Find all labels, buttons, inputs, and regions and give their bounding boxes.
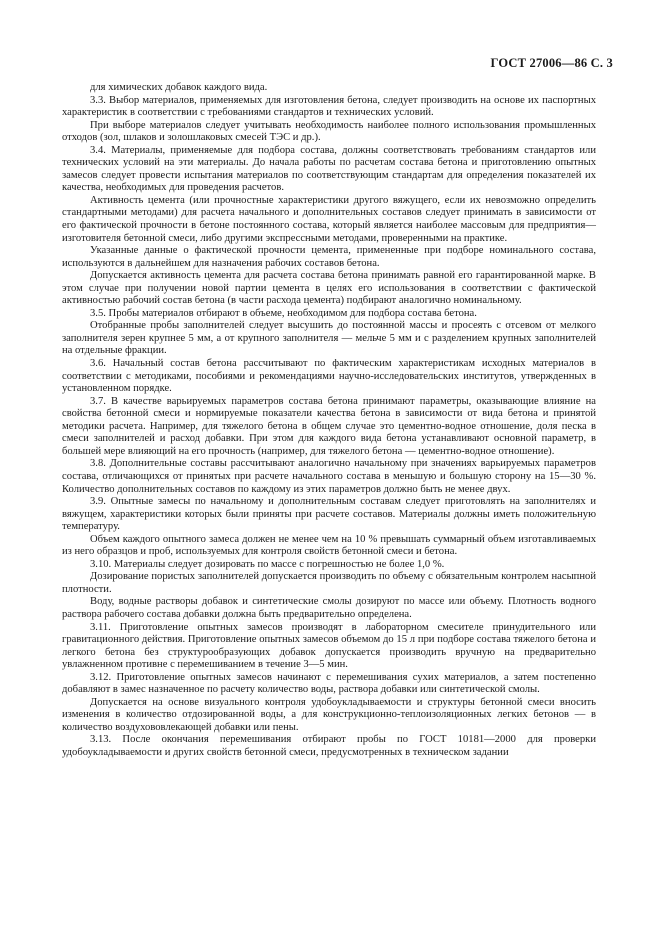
paragraph: для химических добавок каждого вида.: [90, 82, 268, 93]
paragraph: 3.7. В качестве варьируемых параметров состава бетона принимают параметры, оказывающие влияние на свойства бетонной смеси и нормируемые показатели качества бетона в зависимости от вида бетона и принятой методики расчета. Например, для тяжелого бетона в общем случае это цементно-водное отношение, доля песка в смеси заполнителей и расход добавки. При этом для каждого вида бетона устанавливают основной параметр, в большей мере влияющий на его прочность (например, для тяжелого бетона — цементно-водное отношение).: [62, 395, 596, 457]
paragraph: 3.5. Пробы материалов отбирают в объеме, необходимом для подбора состава бетона.: [90, 307, 477, 319]
body-text: [62, 82, 596, 760]
page-header: ГОСТ 27006—86 С. 3: [490, 56, 613, 70]
paragraph: 3.8. Дополнительные составы рассчитывают аналогично начальному при значениях варьируемых параметров состава, отличающихся от принятых при расчете начального состава в меньшую и большую сторону на 15—30 %. Количество дополнительных составов по каждому из этих параметров должно быть не менее двух.: [62, 458, 596, 495]
paragraph: Воду, водные растворы добавок и синтетические смолы дозируют по массе или объему. Плотность водного раствора рабочего состава добавки должна быть предварительно определена.: [62, 596, 596, 620]
paragraph: 3.4. Материалы, применяемые для подбора состава, должны соответствовать требованиям стандартов или технических условий на эти материалы. До начала работы по расчетам состава бетона и приготовлению опытных замесов следует провести испытания материалов по соответствующим стандартам для определения показателей их качества, необходимых для проведения расчетов.: [62, 144, 596, 194]
paragraph: 3.9. Опытные замесы по начальному и дополнительным составам следует приготовлять на заполнителях и вяжущем, характеристики которых были приняты при расчете составов. Материалы должны иметь положительную температуру.: [62, 496, 596, 533]
paragraph: При выборе материалов следует учитывать необходимость наиболее полного использования промышленных отходов (зол, шлаков и золошлаковых смесей ТЭС и др.).: [62, 119, 596, 144]
paragraph: 3.10. Материалы следует дозировать по массе с погрешностью не более 1,0 %.: [90, 558, 445, 570]
paragraph: Допускается активность цемента для расчета состава бетона принимать равной его гарантированной марке. В этом случае при получении новой партии цемента в целях его использования в соответствии с фактической активностью рабочий состав бетона (в части расхода цемента) подбирают аналогично номинальному.: [62, 270, 596, 307]
paragraph: Указанные данные о фактической прочности цемента, примененные при подборе номинального состава, используются в дальнейшем для назначения рабочих составов бетона.: [62, 245, 596, 269]
paragraph: 3.11. Приготовление опытных замесов производят в лабораторном смесителе принудительного или гравитационного действия. Приготовление опытных замесов объемом до 15 л при подборе состава тяжелого бетона и легкого бетона без структурообразующих добавок допускается производить вручную на предварительно увлажненном противне с перемешиванием в течение 3—5 мин.: [62, 621, 596, 671]
paragraph: 3.3. Выбор материалов, применяемых для изготовления бетона, следует производить на основе их паспортных характеристик в соответствии с требованиями стандартов и технических условий.: [62, 94, 596, 119]
paragraph: Объем каждого опытного замеса должен не менее чем на 10 % превышать суммарный объем изготавливаемых из него образцов и проб, используемых для контроля свойств бетонной смеси и бетона.: [62, 533, 596, 558]
paragraph: 3.12. Приготовление опытных замесов начинают с перемешивания сухих материалов, а затем постепенно добавляют в замес назначенное по расчету количество воды, раствора добавки или синтетической смолы.: [62, 671, 596, 696]
paragraph: 3.6. Начальный состав бетона рассчитывают по фактическим характеристикам исходных материалов в соответствии с методиками, пособиями и рекомендациями научно-исследовательских институтов, утвержденных в установленном порядке.: [62, 358, 596, 395]
paragraph: 3.13. После окончания перемешивания отбирают пробы по ГОСТ 10181—2000 для проверки удобоукладываемости и других свойств бетонной смеси, предусмотренных в техническом задании: [62, 734, 596, 758]
paragraph: Активность цемента (или прочностные характеристики другого вяжущего, если их невозможно определить стандартными методами) для расчета начального и дополнительных составов следует принимать в зависимости от его фактической прочности в бетоне постоянного состава, который является наиболее массовым для предприятия—изготовителя бетонной смеси, либо другими экспрессными методами, проверенными на практике.: [62, 194, 596, 244]
paragraph: Дозирование пористых заполнителей допускается производить по объему с обязательным контролем насыпной плотности.: [62, 571, 596, 595]
paragraph: Допускается на основе визуального контроля удобоукладываемости и структуры бетонной смеси вносить изменения в количество отдозированной воды, а для конструкционно-теплоизоляционных легких бетонов — в количество воздухововлекающей добавки или пены.: [62, 696, 596, 733]
paragraph: Отобранные пробы заполнителей следует высушить до постоянной массы и просеять с отсевом от мелкого заполнителя зерен крупнее 5 мм, а от крупного заполнителя — мельче 5 мм и с разделением крупных заполнителей на отдельные фракции.: [62, 320, 596, 357]
